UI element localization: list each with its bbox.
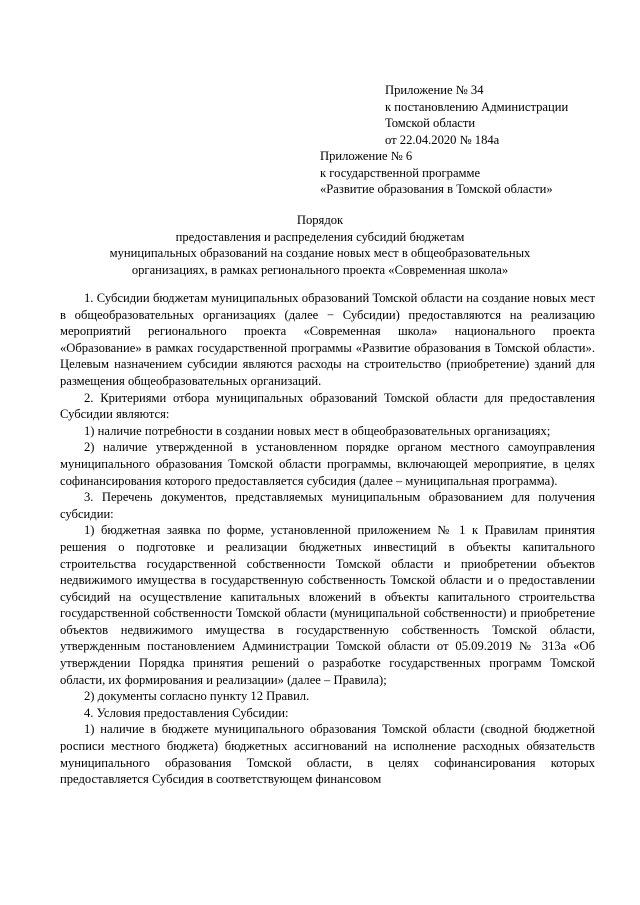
title-line-1: предоставления и распределения субсидий бюджетам: [175, 229, 465, 244]
appendix-6-program-name: «Развитие образования в Томской области»: [320, 182, 553, 197]
paragraph-3-item-1: 1) бюджетная заявка по форме, установленной приложением № 1 к Правилам принятия решения о подготовке и реализации бюджетных инвестиций в объекты капитального строительства государственной собственности Томской области и приобретении объектов недвижимого имущества в государственную собственность Томской области и о предоставлении субсидий на осуществление капитальных вложений в объекты капитального строительства государственной собственности Томской области (муниципальной собственности) и приобретение объектов недвижимого имущества в государственную собственность Томской области, утвержденным постановлением Администрации Томской области от 05.09.2019 № 313а «Об утверждении Порядка принятия решений о разработке государственных программ Томской области, их формирования и реализации» (далее – Правила);: [60, 523, 595, 687]
paragraph-3-item-2: 2) документы согласно пункту 12 Правил.: [84, 689, 310, 704]
title-line-3: организациях, в рамках регионального проекта «Современная школа»: [131, 262, 509, 277]
appendix-34-header: [385, 82, 568, 148]
title-heading: Порядок: [296, 213, 344, 227]
document-title: [60, 212, 580, 278]
appendix-6-header: [320, 148, 553, 198]
appendix-34-date: от 22.04.2020 № 184а: [385, 132, 500, 147]
paragraph-4: 4. Условия предоставления Субсидии:: [84, 705, 289, 720]
document-body: [60, 290, 595, 788]
paragraph-4-item-1: 1) наличие в бюджете муниципального образования Томской области (сводной бюджетной росписи местного бюджета) бюджетных ассигнований на исполнение расходных обязательств муниципального образования Томской области, в целях софинансирования которых предоставляется Субсидия в соответствующем финансовом: [60, 722, 595, 787]
appendix-6-program: к государственной программе: [320, 165, 481, 180]
paragraph-2-item-1: 1) наличие потребности в создании новых мест в общеобразовательных организациях;: [84, 423, 551, 438]
paragraph-2: 2. Критериями отбора муниципальных образований Томской области для предоставления Субсидии являются:: [60, 390, 595, 422]
paragraph-3: 3. Перечень документов, представляемых муниципальным образованием для получения субсидии:: [60, 490, 595, 521]
appendix-34-title: Приложение № 34: [385, 83, 484, 97]
appendix-34-region: Томской области: [385, 116, 476, 131]
appendix-6-title: Приложение № 6: [320, 149, 413, 163]
appendix-34-resolution: к постановлению Администрации: [385, 99, 569, 114]
paragraph-2-item-2: 2) наличие утвержденной в установленном порядке органом местного самоуправления муниципального образования Томской области программы, включающей мероприятие, в целях софинансирования которого предоставляется субсидия (далее – муниципальная программа).: [60, 440, 595, 488]
title-line-2: муниципальных образований на создание новых мест в общеобразовательных: [109, 246, 531, 261]
paragraph-1: 1. Субсидии бюджетам муниципальных образований Томской области на создание новых мест в общеобразовательных организациях (далее − Субсидии) предоставляются на реализацию мероприятий регионального проекта «Современная школа» национального проекта «Образование» в рамках государственной программы «Развитие образования в Томской области». Целевым назначением субсидии являются расходы на строительство (приобретение) зданий для размещения общеобразовательных организаций.: [60, 291, 595, 388]
